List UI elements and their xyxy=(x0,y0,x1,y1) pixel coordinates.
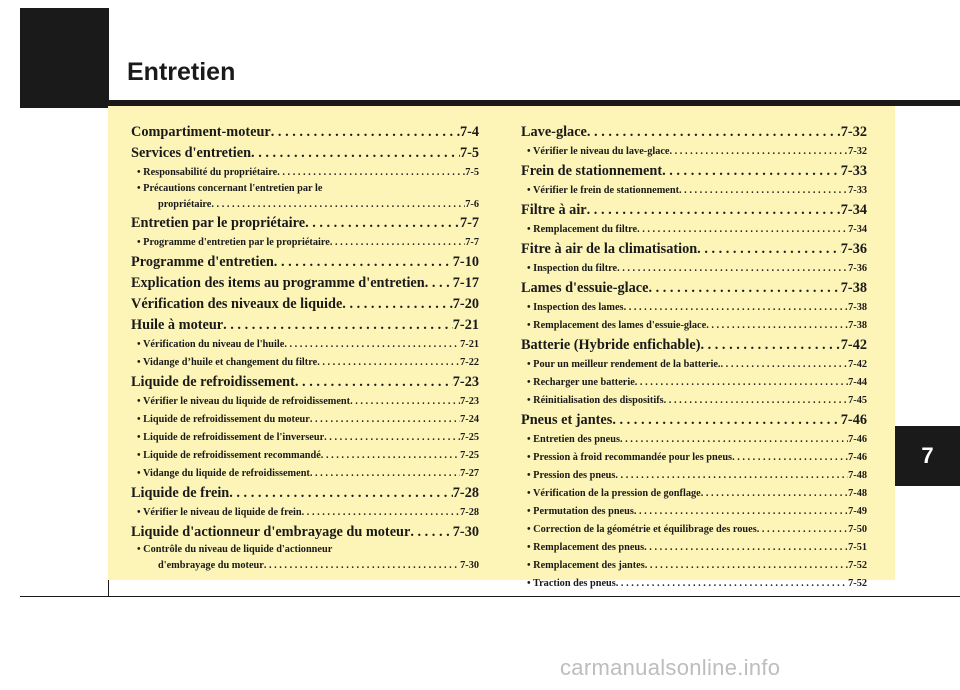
page-title: Entretien xyxy=(127,58,236,86)
toc-page-number: 7-42 xyxy=(848,359,867,370)
toc-entry-label: • Liquide de refroidissement du moteur xyxy=(137,414,310,425)
toc-right-column xyxy=(521,122,867,593)
dot-leader xyxy=(229,483,453,504)
toc-page-number: 7-23 xyxy=(460,396,479,407)
dot-leader xyxy=(662,161,841,182)
toc-entry-label: Filtre à air xyxy=(521,202,587,218)
toc-entry[interactable] xyxy=(131,294,479,315)
toc-entry-label: • Programme d'entretien par le propriétaire xyxy=(137,237,330,248)
toc-subentry[interactable] xyxy=(521,575,867,593)
dot-leader xyxy=(612,410,840,431)
toc-page-number: 7-48 xyxy=(848,470,867,481)
toc-subentry[interactable] xyxy=(521,431,867,449)
toc-page-number: 7-38 xyxy=(848,320,867,331)
toc-subentry[interactable] xyxy=(131,234,479,252)
toc-entry[interactable] xyxy=(131,522,479,543)
toc-entry-label: • Vérifier le niveau de liquide de frein xyxy=(137,507,302,518)
toc-subentry[interactable] xyxy=(521,260,867,278)
toc-subentry[interactable] xyxy=(521,449,867,467)
toc-page-number: 7-51 xyxy=(848,542,867,553)
toc-entry-label: Compartiment-moteur xyxy=(131,124,271,140)
toc-entry-label: • Responsabilité du propriétaire xyxy=(137,167,278,178)
toc-page-number: 7-28 xyxy=(460,507,479,518)
toc-subentry[interactable] xyxy=(131,465,479,483)
dot-leader xyxy=(310,411,460,429)
toc-entry-label: Entretien par le propriétaire xyxy=(131,215,306,231)
toc-page-number: 7-21 xyxy=(460,339,479,350)
toc-page-number: 7-30 xyxy=(452,524,479,540)
toc-subentry[interactable] xyxy=(521,299,867,317)
toc-page-number: 7-5 xyxy=(465,167,479,178)
toc-entry-label: • Vérification du niveau de l'huile xyxy=(137,339,285,350)
dot-leader xyxy=(620,431,848,449)
toc-page-number: 7-6 xyxy=(465,199,479,210)
toc-page-number: 7-23 xyxy=(452,374,479,390)
toc-page-number: 7-36 xyxy=(848,263,867,274)
toc-entry[interactable] xyxy=(131,252,479,273)
toc-entry-label: Explication des items au programme d'entretien xyxy=(131,275,425,291)
toc-page-number: 7-46 xyxy=(848,434,867,445)
toc-subentry[interactable] xyxy=(521,485,867,503)
dot-leader xyxy=(701,485,848,503)
dot-leader xyxy=(587,200,841,221)
dot-leader xyxy=(664,392,848,410)
dot-leader xyxy=(624,299,849,317)
toc-entry-label: • Vérification de la pression de gonflage xyxy=(527,488,701,499)
toc-subentry[interactable] xyxy=(131,543,479,557)
toc-page-number: 7-27 xyxy=(460,468,479,479)
toc-entry-label: • Entretien des pneus xyxy=(527,434,620,445)
toc-page-number: 7-25 xyxy=(460,432,479,443)
toc-entry-label: • Précautions concernant l'entretien par le xyxy=(137,183,323,194)
dot-leader xyxy=(317,354,460,372)
dot-leader xyxy=(277,164,465,182)
toc-subentry[interactable] xyxy=(521,467,867,485)
toc-subentry[interactable] xyxy=(521,392,867,410)
toc-page-number: 7-24 xyxy=(460,414,479,425)
toc-entry[interactable] xyxy=(131,143,479,164)
toc-entry[interactable] xyxy=(131,122,479,143)
toc-entry[interactable] xyxy=(131,315,479,336)
dot-leader xyxy=(295,372,453,393)
dot-leader xyxy=(274,252,453,273)
toc-page-number: 7-38 xyxy=(848,302,867,313)
toc-page-number: 7-32 xyxy=(848,146,867,157)
toc-entry-label: Programme d'entretien xyxy=(131,254,274,270)
toc-entry-label: Services d'entretien xyxy=(131,145,252,161)
toc-entry-label: • Remplacement des jantes xyxy=(527,560,645,571)
watermark: carmanualsonline.info xyxy=(560,655,781,680)
toc-page-number: 7-44 xyxy=(848,377,867,388)
dot-leader xyxy=(616,575,848,593)
toc-page-number: 7-46 xyxy=(840,412,867,428)
toc-page-number: 7-34 xyxy=(848,224,867,235)
toc-subentry[interactable] xyxy=(131,196,479,213)
toc-subentry[interactable] xyxy=(521,317,867,335)
toc-subentry[interactable] xyxy=(521,221,867,239)
toc-page-number: 7-21 xyxy=(452,317,479,333)
toc-page-number: 7-20 xyxy=(452,296,479,312)
dot-leader xyxy=(330,234,465,252)
toc-subentry[interactable] xyxy=(131,164,479,182)
dot-leader xyxy=(284,336,460,354)
toc-entry-label: • Recharger une batterie xyxy=(527,377,635,388)
toc-entry-label: • Liquide de refroidissement recommandé xyxy=(137,450,321,461)
toc-page-number: 7-7 xyxy=(465,237,479,248)
toc-page-number: 7-49 xyxy=(848,506,867,517)
toc-entry-label: • Remplacement des pneus xyxy=(527,542,645,553)
toc-entry[interactable] xyxy=(521,161,867,182)
toc-entry[interactable] xyxy=(521,278,867,299)
toc-page-number: 7-50 xyxy=(848,524,867,535)
toc-entry-label: • Permutation des pneus xyxy=(527,506,634,517)
dot-leader xyxy=(679,182,848,200)
toc-entry-label: Vérification des niveaux de liquide xyxy=(131,296,343,312)
toc-subentry[interactable] xyxy=(521,503,867,521)
toc-entry-label: Lames d'essuie-glace xyxy=(521,280,649,296)
toc-left-column xyxy=(131,122,479,574)
dot-leader xyxy=(324,429,460,447)
toc-page-number: 7-4 xyxy=(459,124,479,140)
toc-entry-label: propriétaire xyxy=(158,199,212,210)
dot-leader xyxy=(635,374,848,392)
toc-entry[interactable] xyxy=(521,200,867,221)
toc-entry[interactable] xyxy=(131,213,479,234)
toc-subentry[interactable] xyxy=(521,539,867,557)
toc-entry-label: • Réinitialisation des dispositifs xyxy=(527,395,664,406)
toc-entry-label: • Pour un meilleur rendement de la batterie. xyxy=(527,359,721,370)
dot-leader xyxy=(310,465,460,483)
dot-leader xyxy=(223,315,453,336)
toc-entry-label: Liquide d'actionneur d'embrayage du moteur xyxy=(131,524,411,540)
toc-subentry[interactable] xyxy=(131,504,479,522)
toc-page-number: 7-38 xyxy=(840,280,867,296)
toc-entry[interactable] xyxy=(131,372,479,393)
toc-entry[interactable] xyxy=(131,483,479,504)
toc-page-number: 7-7 xyxy=(459,215,479,231)
toc-subentry[interactable] xyxy=(521,374,867,392)
dot-leader xyxy=(305,213,460,234)
toc-entry-label: Lave-glace xyxy=(521,124,587,140)
dot-leader xyxy=(697,239,841,260)
toc-page-number: 7-45 xyxy=(848,395,867,406)
toc-subentry[interactable] xyxy=(131,557,479,574)
toc-entry-label: • Remplacement des lames d'essuie-glace xyxy=(527,320,707,331)
toc-page-number: 7-36 xyxy=(840,241,867,257)
toc-page-number: 7-22 xyxy=(460,357,479,368)
toc-entry-label: • Traction des pneus xyxy=(527,578,616,589)
dot-leader xyxy=(271,122,460,143)
toc-page-number: 7-52 xyxy=(848,578,867,589)
chapter-tab[interactable]: 7 xyxy=(895,426,960,486)
toc-page-number: 7-34 xyxy=(840,202,867,218)
dot-leader xyxy=(645,557,848,575)
toc-entry-label: Liquide de frein xyxy=(131,485,230,501)
toc-entry-label: • Vérifier le frein de stationnement xyxy=(527,185,680,196)
toc-entry[interactable] xyxy=(521,122,867,143)
toc-entry[interactable] xyxy=(521,410,867,431)
toc-entry-label: Liquide de refroidissement xyxy=(131,374,295,390)
dot-leader xyxy=(251,143,460,164)
toc-entry-label: • Pression à froid recommandée pour les pneus xyxy=(527,452,733,463)
toc-page-number: 7-10 xyxy=(452,254,479,270)
dot-leader xyxy=(587,122,841,143)
dot-leader xyxy=(721,356,849,374)
toc-subentry[interactable] xyxy=(521,143,867,161)
toc-entry-label: • Inspection du filtre xyxy=(527,263,618,274)
toc-entry-label: • Remplacement du filtre xyxy=(527,224,638,235)
toc-entry-label: • Correction de la géométrie et équilibrage des roues xyxy=(527,524,757,535)
dot-leader xyxy=(615,467,848,485)
toc-page-number: 7-42 xyxy=(840,337,867,353)
toc-entry-label: Pneus et jantes xyxy=(521,412,613,428)
toc-subentry[interactable] xyxy=(131,447,479,465)
toc-page-number: 7-25 xyxy=(460,450,479,461)
dot-leader xyxy=(350,393,460,411)
toc-page-number: 7-32 xyxy=(840,124,867,140)
toc-entry-label: Frein de stationnement xyxy=(521,163,663,179)
toc-entry[interactable] xyxy=(131,273,479,294)
dot-leader xyxy=(634,503,848,521)
toc-subentry[interactable] xyxy=(131,411,479,429)
corner-block xyxy=(20,8,108,108)
toc-entry[interactable] xyxy=(521,335,867,356)
toc-entry[interactable] xyxy=(521,239,867,260)
toc-subentry[interactable] xyxy=(131,336,479,354)
dot-leader xyxy=(732,449,848,467)
dot-leader xyxy=(211,196,465,213)
toc-entry-label: • Vidange d’huile et changement du filtre xyxy=(137,357,318,368)
toc-entry-label: d'embrayage du moteur xyxy=(158,560,264,571)
toc-subentry[interactable] xyxy=(131,393,479,411)
toc-page-number: 7-5 xyxy=(459,145,479,161)
toc-subentry[interactable] xyxy=(521,557,867,575)
toc-subentry[interactable] xyxy=(521,356,867,374)
dot-leader xyxy=(648,278,840,299)
bottom-rule xyxy=(20,596,960,597)
dot-leader xyxy=(321,447,460,465)
toc-entry-label: Huile à moteur xyxy=(131,317,224,333)
dot-leader xyxy=(700,335,840,356)
toc-entry-label: • Inspection des lames xyxy=(527,302,624,313)
toc-entry-label: • Vérifier le niveau du liquide de refroidissement xyxy=(137,396,351,407)
dot-leader xyxy=(637,221,848,239)
toc-entry-label: • Pression des pneus xyxy=(527,470,616,481)
dot-leader xyxy=(410,522,452,543)
dot-leader xyxy=(425,273,453,294)
toc-subentry[interactable] xyxy=(521,182,867,200)
toc-entry-label: • Vérifier le niveau du lave-glace xyxy=(527,146,670,157)
dot-leader xyxy=(342,294,452,315)
toc-page-number: 7-17 xyxy=(452,275,479,291)
toc-subentry[interactable] xyxy=(131,354,479,372)
dot-leader xyxy=(670,143,849,161)
toc-page-number: 7-46 xyxy=(848,452,867,463)
toc-subentry[interactable] xyxy=(521,521,867,539)
toc-entry-label: • Contrôle du niveau de liquide d'actionneur xyxy=(137,544,333,555)
dot-leader xyxy=(617,260,848,278)
dot-leader xyxy=(644,539,848,557)
toc-page-number: 7-30 xyxy=(460,560,479,571)
toc-page-number: 7-48 xyxy=(848,488,867,499)
dot-leader xyxy=(264,557,460,574)
dot-leader xyxy=(706,317,848,335)
toc-page-number: 7-33 xyxy=(848,185,867,196)
toc-entry-label: Fitre à air de la climatisation xyxy=(521,241,698,257)
toc-page-number: 7-28 xyxy=(452,485,479,501)
toc-subentry[interactable] xyxy=(131,182,479,196)
toc-entry-label: Batterie (Hybride enfichable) xyxy=(521,337,701,353)
toc-page-number: 7-52 xyxy=(848,560,867,571)
dot-leader xyxy=(302,504,460,522)
toc-subentry[interactable] xyxy=(131,429,479,447)
toc-page-number: 7-33 xyxy=(840,163,867,179)
toc-entry-label: • Liquide de refroidissement de l'inverseur xyxy=(137,432,325,443)
dot-leader xyxy=(757,521,848,539)
toc-entry-label: • Vidange du liquide de refroidissement xyxy=(137,468,310,479)
